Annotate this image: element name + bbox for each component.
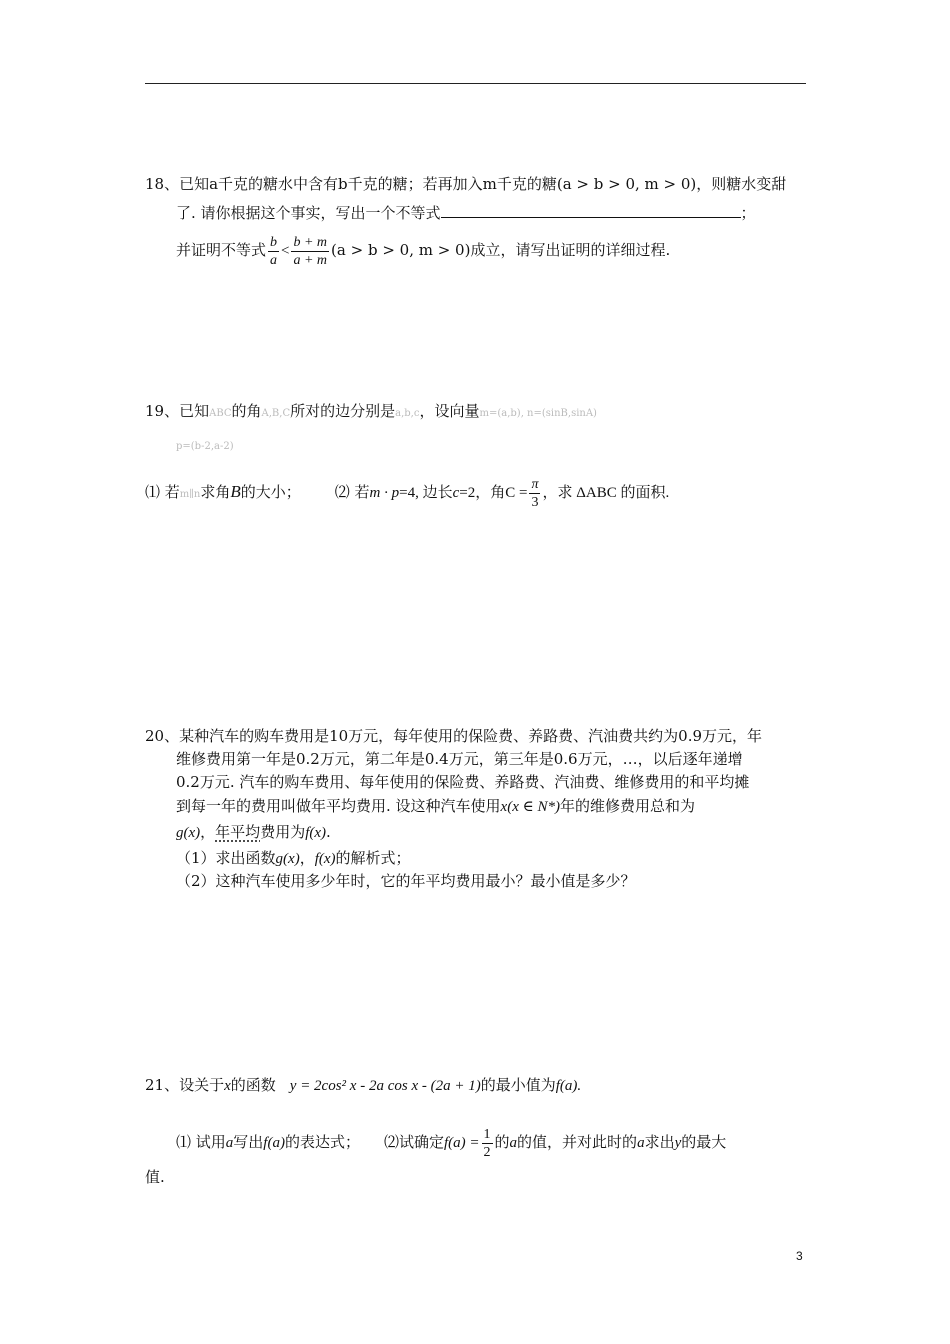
emphasis-dotted-text: 年平均 (215, 823, 261, 841)
q20-line-2: 维修费用第一年是0.2万元，第二年是0.4万元，第三年是0.6万元，…，以后逐年递增 (176, 750, 743, 768)
q19-part-2-text-c: =2，角C = (459, 485, 528, 501)
less-than-sign: < (281, 243, 290, 259)
q21-line-1-text-c: 的最小值为 (480, 1076, 556, 1094)
q21-part-2-text-b: 的 (494, 1133, 510, 1151)
faint-formula-image: m=(a,b), n=(sinB,sinA) (479, 408, 597, 419)
period: . (326, 823, 331, 841)
expr-f-a: f(a) (263, 1135, 285, 1151)
q19-text-d: ，设向量 (419, 402, 480, 420)
answer-blank[interactable] (441, 203, 741, 218)
expr-y-function: y = 2cos² x - 2a cos x - (2a + 1) (289, 1078, 481, 1094)
expr-g-x: g(x) (176, 825, 201, 841)
q21-line-1 (145, 1068, 581, 1103)
expr-f-a: f(a). (555, 1078, 582, 1094)
q21-part-2-text-d: 求出 (644, 1133, 675, 1151)
comma: ， (299, 849, 315, 867)
q18-line-3 (176, 228, 670, 273)
q21-line-1-text: 21、设关于 (145, 1076, 225, 1094)
var-B: B (230, 482, 241, 501)
q21-part-1-end: 的表达式； (284, 1133, 360, 1151)
fraction-numerator: b (270, 234, 278, 250)
fraction-denominator: 3 (531, 494, 539, 510)
q18-line-3-text: 并证明不等式 (176, 241, 267, 259)
q18-line-3-end: (a > b > 0, m > 0)成立，请写出证明的详细过程. (331, 241, 671, 259)
q20-line-4 (176, 796, 695, 817)
var-c: c (452, 485, 460, 501)
fraction-bm-over-am (291, 234, 329, 269)
fraction-b-over-a (268, 234, 279, 269)
expr-f-x: f(x) (314, 851, 336, 867)
fraction-one-half (482, 1126, 493, 1161)
expr-f-x: f(x) (305, 825, 327, 841)
q19-part-2-end: ，求 ΔABC 的面积. (542, 485, 670, 501)
q21-part-2-text: ⑵试确定 (383, 1133, 444, 1151)
q19-line-2 (176, 434, 234, 457)
fraction-numerator: 1 (483, 1126, 491, 1142)
expr-m-dot-p: m · p (369, 485, 400, 501)
var-a: a (637, 1135, 645, 1151)
q20-sub-1-end: 的解析式； (335, 849, 411, 867)
faint-formula-image: m∥n (179, 489, 201, 500)
var-a: a (509, 1135, 518, 1151)
faint-formula-image: a,b,c (395, 408, 420, 419)
q20-line-4-end: 年的维修费用总和为 (559, 797, 695, 815)
q20-sub-1 (176, 848, 411, 869)
expr-f-a-equals: f(a) = (444, 1135, 480, 1151)
q19-part-1-text-b: 求角 (200, 483, 231, 501)
q21-part-2-text-c: 的值，并对此时的 (517, 1133, 638, 1151)
var-a: a (225, 1135, 234, 1151)
q19-part-2-text-b: =4, 边长 (399, 485, 453, 501)
q19-parts (145, 470, 669, 517)
q19-part-2-text: ⑵ 若 (334, 483, 370, 501)
comma: ， (200, 823, 216, 841)
q19-text-b: 的角 (231, 402, 262, 420)
faint-formula-image: A,B,C (261, 408, 291, 419)
q19-text-c: 所对的边分别是 (290, 402, 396, 420)
var-y: y (674, 1135, 682, 1151)
fraction-denominator: a + m (293, 252, 328, 268)
q20-line-5-text: 费用为 (260, 823, 306, 841)
q18-line-2 (176, 203, 756, 223)
q21-part-1-text-b: 写出 (233, 1133, 264, 1151)
expr-x-in-N: x(x ∈ N*) (500, 799, 560, 815)
q19-line-1 (145, 401, 597, 424)
q19-part-1-text: ⑴ 若 (145, 483, 180, 501)
header-rule (145, 83, 806, 84)
faint-formula-image: p=(b-2,a-2) (176, 441, 234, 452)
q19-part-1-end: 的大小； (240, 483, 301, 501)
q20-sub-1-text: （1）求出函数 (176, 849, 276, 867)
q20-line-4-text: 到每一年的费用叫做年平均费用. 设这种汽车使用 (176, 797, 501, 815)
var-x: x (224, 1078, 231, 1094)
q18-line-1: 18、已知a千克的糖水中含有b千克的糖；若再加入m千克的糖(a > b > 0, m > 0)，则糖水变甜 (145, 175, 787, 193)
q20-line-1: 20、某种汽车的购车费用是10万元，每年使用的保险费、养路费、汽油费共约为0.9万元，年 (145, 727, 763, 745)
fraction-pi-over-3 (529, 476, 540, 511)
expr-g-x: g(x) (275, 851, 300, 867)
q19-text-a: 19、已知 (145, 402, 210, 420)
q21-part-2-end: 的最大 (681, 1133, 727, 1151)
q21-part-1-text: ⑴ 试用 (176, 1133, 226, 1151)
page-number: 3 (796, 1249, 803, 1263)
q18-line-2-end: ； (740, 204, 756, 222)
q21-line-1-text-b: 的函数 (230, 1076, 276, 1094)
q20-line-3: 0.2万元. 汽车的购车费用、每年使用的保险费、养路费、汽油费、维修费用的和平均摊 (176, 773, 750, 791)
q21-parts (176, 1120, 726, 1165)
q20-sub-2: （2）这种汽车使用多少年时，它的年平均费用最小？最小值是多少？ (176, 872, 636, 890)
faint-formula-image: ABC (209, 408, 232, 419)
q21-line-3: 值. (145, 1168, 165, 1186)
fraction-numerator: π (531, 476, 539, 492)
fraction-numerator: b + m (293, 234, 328, 250)
q18-line-2-text: 了. 请你根据这个事实，写出一个不等式 (176, 204, 441, 222)
fraction-denominator: a (270, 252, 278, 268)
fraction-denominator: 2 (483, 1144, 491, 1160)
q20-line-5 (176, 822, 331, 843)
